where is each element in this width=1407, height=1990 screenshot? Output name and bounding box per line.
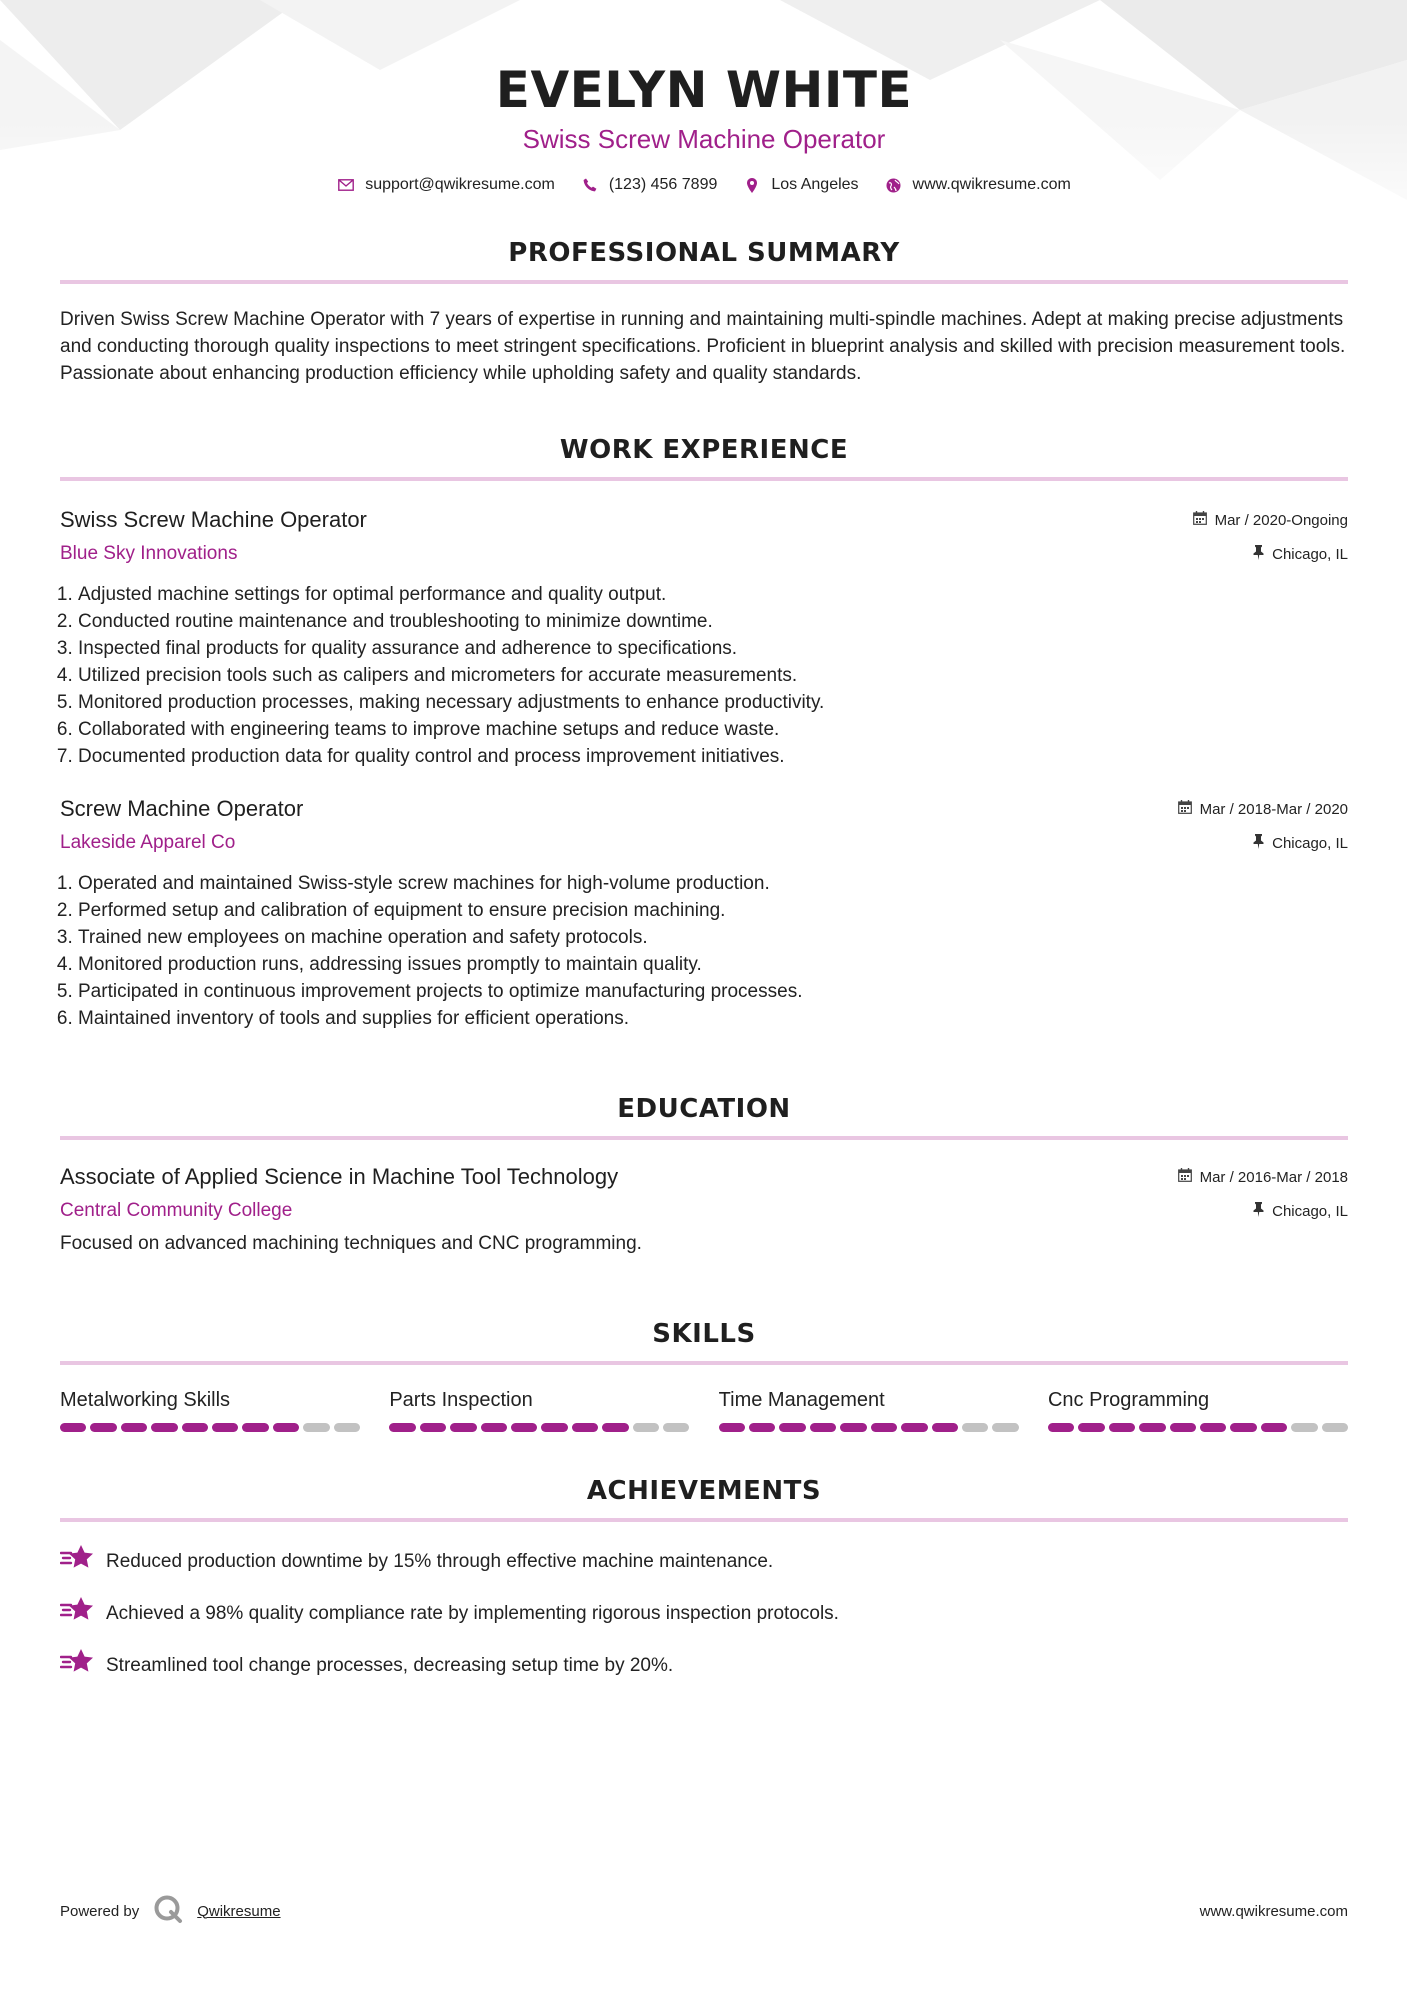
school-name: Central Community College: [60, 1200, 293, 1221]
skill-level-segment-filled: [602, 1423, 628, 1432]
education-description: Focused on advanced machining techniques and CNC programming.: [60, 1233, 642, 1254]
list-item: 6. Collaborated with engineering teams to improve machine setups and reduce waste.: [78, 716, 1348, 743]
section-divider: [60, 280, 1348, 284]
job-dates: Mar / 2018-Mar / 2020: [1178, 794, 1348, 824]
achievements-section: [60, 1476, 1348, 1682]
achievements-heading: ACHIEVEMENTS: [586, 1476, 822, 1506]
contact-website[interactable]: [885, 176, 1071, 194]
degree-title: Associate of Applied Science in Machine Tool Technology: [60, 1164, 619, 1189]
contact-email-text: support@qwikresume.com: [365, 176, 555, 193]
job-entry: [60, 794, 1348, 1032]
list-item: 5. Participated in continuous improvement projects to optimize manufacturing processes.: [78, 978, 1348, 1005]
experience-section: [60, 435, 1348, 1032]
skill-name: Parts Inspection: [389, 1389, 533, 1411]
skill-level-segment-filled: [1139, 1423, 1165, 1432]
job-role: Screw Machine Operator: [60, 796, 304, 821]
envelope-icon: [337, 176, 355, 194]
skill-level-segment-filled: [779, 1423, 805, 1432]
skill-level-bar: [389, 1423, 689, 1432]
skill-name: Cnc Programming: [1047, 1389, 1210, 1411]
list-item: 2. Performed setup and calibration of equipment to ensure precision machining.: [78, 897, 1348, 924]
candidate-title: Swiss Screw Machine Operator: [522, 124, 886, 154]
resume-header: [60, 0, 1348, 194]
pushpin-icon: [1253, 834, 1264, 853]
job-location: Chicago, IL: [1193, 539, 1348, 569]
skill-level-bar: [1048, 1423, 1348, 1432]
footer-website[interactable]: www.qwikresume.com: [1199, 1902, 1348, 1920]
job-entry: [60, 505, 1348, 770]
contact-phone[interactable]: [581, 176, 718, 194]
skill-level-segment-filled: [840, 1423, 866, 1432]
skills-heading: SKILLS: [652, 1319, 756, 1349]
skill-item: [60, 1387, 360, 1432]
job-dates: Mar / 2020-Ongoing: [1193, 505, 1348, 535]
phone-icon: [581, 176, 599, 194]
job-company: Blue Sky Innovations: [60, 543, 238, 564]
pushpin-icon: [1253, 1202, 1264, 1221]
shooting-star-icon: [60, 1648, 94, 1682]
shooting-star-icon: [60, 1596, 94, 1630]
skill-level-segment-filled: [719, 1423, 745, 1432]
powered-by-label: Powered by: [60, 1902, 140, 1920]
summary-heading: PROFESSIONAL SUMMARY: [508, 238, 900, 268]
skill-level-segment-filled: [151, 1423, 177, 1432]
summary-section: [60, 238, 1348, 387]
job-company: Lakeside Apparel Co: [60, 832, 236, 853]
globe-icon: [885, 176, 903, 194]
skill-level-segment-filled: [450, 1423, 476, 1432]
shooting-star-icon: [60, 1544, 94, 1578]
skills-list: [60, 1387, 1348, 1432]
contact-bar: [60, 176, 1348, 194]
job-bullets: [60, 581, 1348, 770]
skill-level-segment-filled: [242, 1423, 268, 1432]
list-item: 5. Monitored production processes, making necessary adjustments to enhance productivity.: [78, 689, 1348, 716]
skill-item: [389, 1387, 689, 1432]
skill-item: [1048, 1387, 1348, 1432]
skill-level-segment-filled: [1078, 1423, 1104, 1432]
list-item: 4. Monitored production runs, addressing issues promptly to maintain quality.: [78, 951, 1348, 978]
experience-heading: WORK EXPERIENCE: [559, 435, 849, 465]
job-role: Swiss Screw Machine Operator: [60, 507, 367, 532]
section-divider: [60, 1518, 1348, 1522]
skill-level-segment-filled: [182, 1423, 208, 1432]
summary-text: Driven Swiss Screw Machine Operator with 7 years of expertise in running and maintaining multi-spindle machines. Adept at making precise adjustments and conducting thorough quality inspections to meet stringent specifications. Proficient in blueprint analysis and skilled with precision measurement tools. Passionate about enhancing production efficiency while upholding safety and quality standards.: [60, 309, 1346, 384]
resume-page: [60, 0, 1348, 1682]
list-item: 7. Documented production data for quality control and process improvement initiatives.: [78, 743, 1348, 770]
skill-level-segment-filled: [1230, 1423, 1256, 1432]
achievement-item: Streamlined tool change processes, decreasing setup time by 20%.: [60, 1648, 1348, 1682]
skill-level-segment-filled: [420, 1423, 446, 1432]
page-footer: [60, 1894, 1348, 1928]
skill-level-segment-empty: [334, 1423, 360, 1432]
job-location: Chicago, IL: [1178, 828, 1348, 858]
skill-level-segment-empty: [1322, 1423, 1348, 1432]
list-item: 3. Inspected final products for quality assurance and adherence to specifications.: [78, 635, 1348, 662]
pushpin-icon: [1253, 545, 1264, 564]
skill-level-segment-filled: [389, 1423, 415, 1432]
education-dates: Mar / 2016-Mar / 2018: [1178, 1162, 1348, 1192]
calendar-icon: [1178, 800, 1192, 818]
list-item: 2. Conducted routine maintenance and troubleshooting to minimize downtime.: [78, 608, 1348, 635]
achievements-list: [60, 1544, 1348, 1682]
map-pin-icon: [743, 176, 761, 194]
skill-level-segment-filled: [511, 1423, 537, 1432]
skill-level-segment-filled: [871, 1423, 897, 1432]
calendar-icon: [1193, 511, 1207, 529]
contact-location-text: Los Angeles: [771, 176, 859, 193]
skill-level-segment-filled: [273, 1423, 299, 1432]
powered-by: [60, 1894, 281, 1928]
skill-level-segment-filled: [481, 1423, 507, 1432]
education-location: Chicago, IL: [1178, 1196, 1348, 1226]
skill-level-segment-filled: [541, 1423, 567, 1432]
skill-level-segment-filled: [60, 1423, 86, 1432]
skill-level-segment-filled: [810, 1423, 836, 1432]
skill-level-segment-filled: [1200, 1423, 1226, 1432]
skill-level-segment-filled: [1048, 1423, 1074, 1432]
list-item: 1. Adjusted machine settings for optimal performance and quality output.: [78, 581, 1348, 608]
skill-level-segment-empty: [1291, 1423, 1317, 1432]
skill-level-segment-empty: [633, 1423, 659, 1432]
skill-level-bar: [60, 1423, 360, 1432]
contact-website-text: www.qwikresume.com: [912, 176, 1071, 193]
skill-level-segment-filled: [1170, 1423, 1196, 1432]
skill-level-segment-filled: [749, 1423, 775, 1432]
achievement-item: Achieved a 98% quality compliance rate by implementing rigorous inspection protocols.: [60, 1596, 1348, 1630]
list-item: 3. Trained new employees on machine operation and safety protocols.: [78, 924, 1348, 951]
skill-level-segment-filled: [1109, 1423, 1135, 1432]
contact-email[interactable]: [337, 176, 555, 194]
skill-level-segment-filled: [212, 1423, 238, 1432]
skill-level-segment-empty: [992, 1423, 1018, 1432]
skill-level-segment-filled: [121, 1423, 147, 1432]
contact-phone-text: (123) 456 7899: [608, 176, 718, 193]
education-heading: EDUCATION: [617, 1094, 791, 1124]
skill-level-segment-filled: [90, 1423, 116, 1432]
calendar-icon: [1178, 1168, 1192, 1186]
section-divider: [60, 477, 1348, 481]
contact-location: [743, 176, 858, 194]
skill-level-segment-filled: [1261, 1423, 1287, 1432]
list-item: 6. Maintained inventory of tools and supplies for efficient operations.: [78, 1005, 1348, 1032]
section-divider: [60, 1136, 1348, 1140]
brand-link[interactable]: Qwikresume: [197, 1902, 281, 1920]
list-item: 1. Operated and maintained Swiss-style screw machines for high-volume production.: [78, 870, 1348, 897]
job-bullets: [60, 870, 1348, 1032]
section-divider: [60, 1361, 1348, 1365]
skill-level-segment-empty: [962, 1423, 988, 1432]
skill-level-segment-empty: [663, 1423, 689, 1432]
qwikresume-logo-icon: [153, 1894, 183, 1928]
skill-level-segment-filled: [572, 1423, 598, 1432]
skill-level-bar: [719, 1423, 1019, 1432]
skill-level-segment-filled: [901, 1423, 927, 1432]
skill-level-segment-empty: [303, 1423, 329, 1432]
achievement-item: Reduced production downtime by 15% through effective machine maintenance.: [60, 1544, 1348, 1578]
skill-name: Time Management: [718, 1389, 885, 1411]
list-item: 4. Utilized precision tools such as calipers and micrometers for accurate measurements.: [78, 662, 1348, 689]
education-section: [60, 1094, 1348, 1257]
skill-item: [719, 1387, 1019, 1432]
candidate-name: EVELYN WHITE: [495, 61, 913, 119]
skill-name: Metalworking Skills: [60, 1389, 231, 1411]
skills-section: [60, 1319, 1348, 1432]
skill-level-segment-filled: [932, 1423, 958, 1432]
